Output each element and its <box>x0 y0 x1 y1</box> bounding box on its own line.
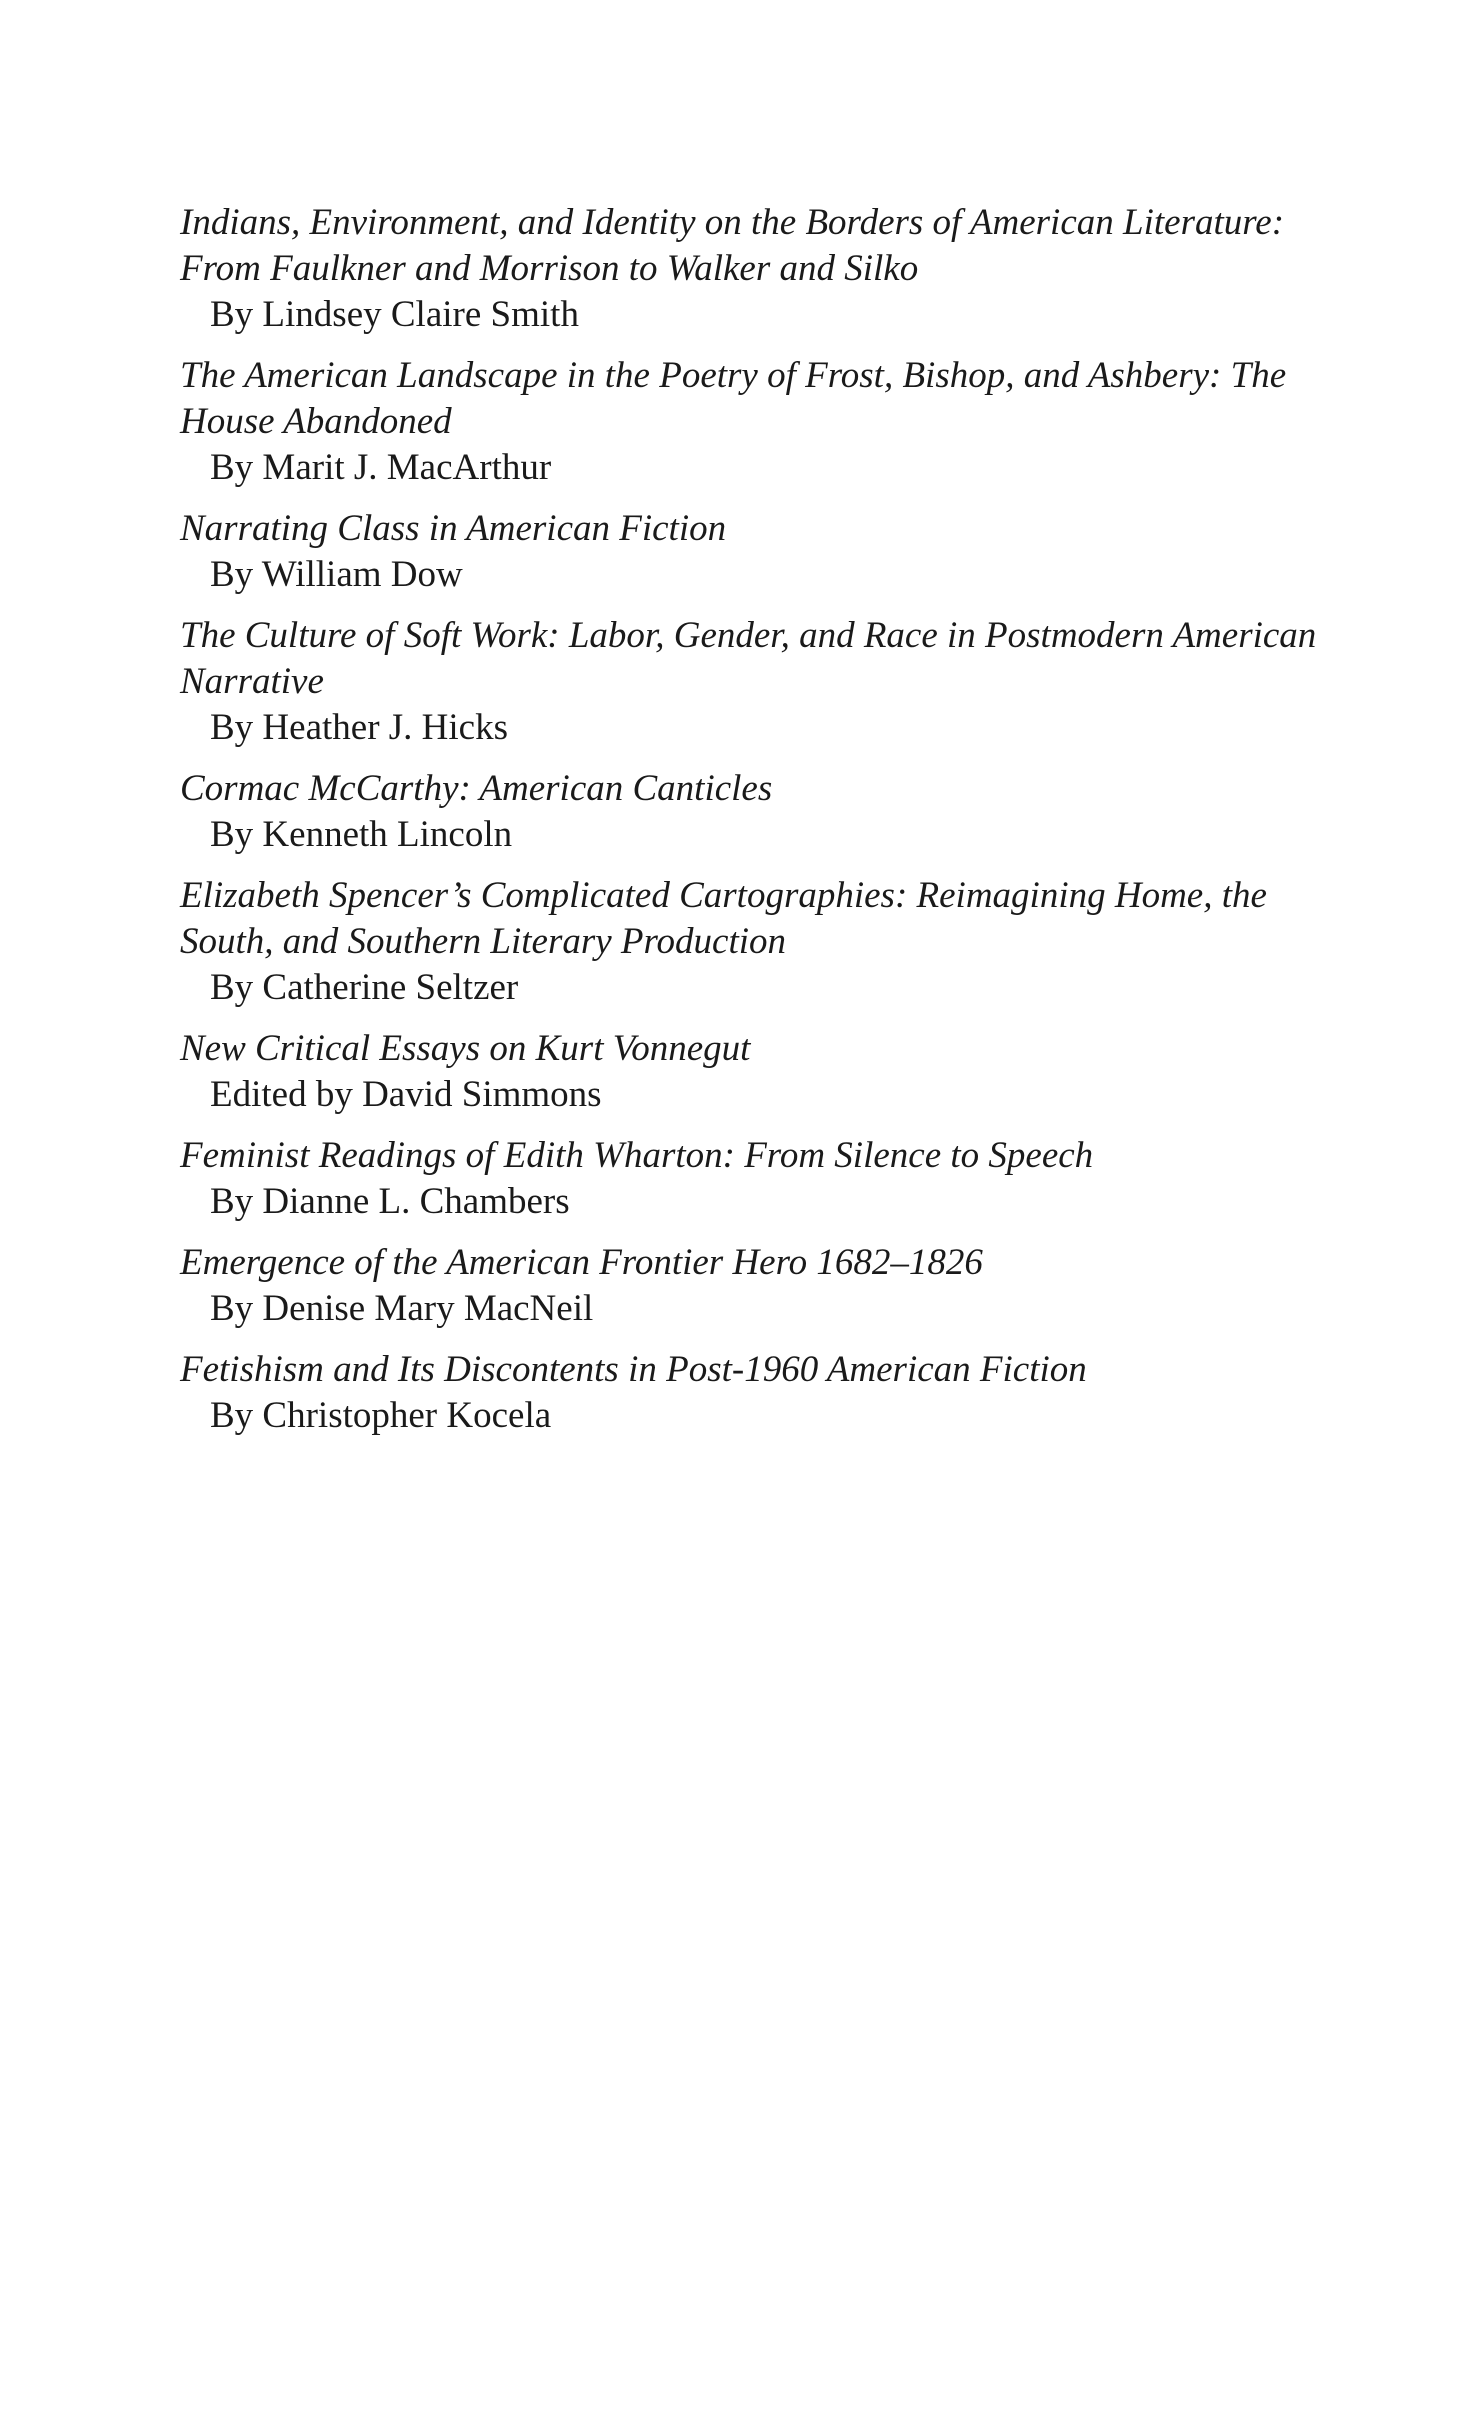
book-entry <box>180 873 1330 1011</box>
book-author: By Christopher Kocela <box>210 1395 552 1436</box>
book-author: By Catherine Seltzer <box>210 967 519 1008</box>
book-author: By William Dow <box>210 554 463 595</box>
book-title: Fetishism and Its Discontents in Post-1960 American Fiction <box>180 1349 1087 1390</box>
book-entry <box>180 1133 1330 1225</box>
book-list <box>180 200 1330 1454</box>
book-author: By Heather J. Hicks <box>210 707 508 748</box>
book-title: Emergence of the American Frontier Hero 1682–1826 <box>180 1242 983 1283</box>
book-title: Elizabeth Spencer’s Complicated Cartographies: Reimagining Home, the South, and Southern Literary Production <box>180 875 1267 962</box>
book-title: New Critical Essays on Kurt Vonnegut <box>180 1028 751 1069</box>
book-entry <box>180 1026 1330 1118</box>
book-title: Indians, Environment, and Identity on the Borders of American Literature: From Faulkner and Morrison to Walker and Silko <box>180 202 1285 289</box>
book-title: The Culture of Soft Work: Labor, Gender, and Race in Postmodern American Narrative <box>180 615 1317 702</box>
book-title: Feminist Readings of Edith Wharton: From Silence to Speech <box>180 1135 1094 1176</box>
book-entry <box>180 1347 1330 1439</box>
book-entry <box>180 506 1330 598</box>
book-entry <box>180 353 1330 491</box>
book-author: By Dianne L. Chambers <box>210 1181 570 1222</box>
book-entry <box>180 1240 1330 1332</box>
book-author: By Marit J. MacArthur <box>210 447 552 488</box>
book-author: By Kenneth Lincoln <box>210 814 513 855</box>
book-entry <box>180 613 1330 751</box>
book-author: By Denise Mary MacNeil <box>210 1288 594 1329</box>
book-title: Narrating Class in American Fiction <box>180 508 727 549</box>
book-author: Edited by David Simmons <box>210 1074 602 1115</box>
book-title: The American Landscape in the Poetry of Frost, Bishop, and Ashbery: The House Abandoned <box>180 355 1287 442</box>
book-title: Cormac McCarthy: American Canticles <box>180 768 773 809</box>
book-entry <box>180 200 1330 338</box>
book-author: By Lindsey Claire Smith <box>210 294 579 335</box>
book-entry <box>180 766 1330 858</box>
